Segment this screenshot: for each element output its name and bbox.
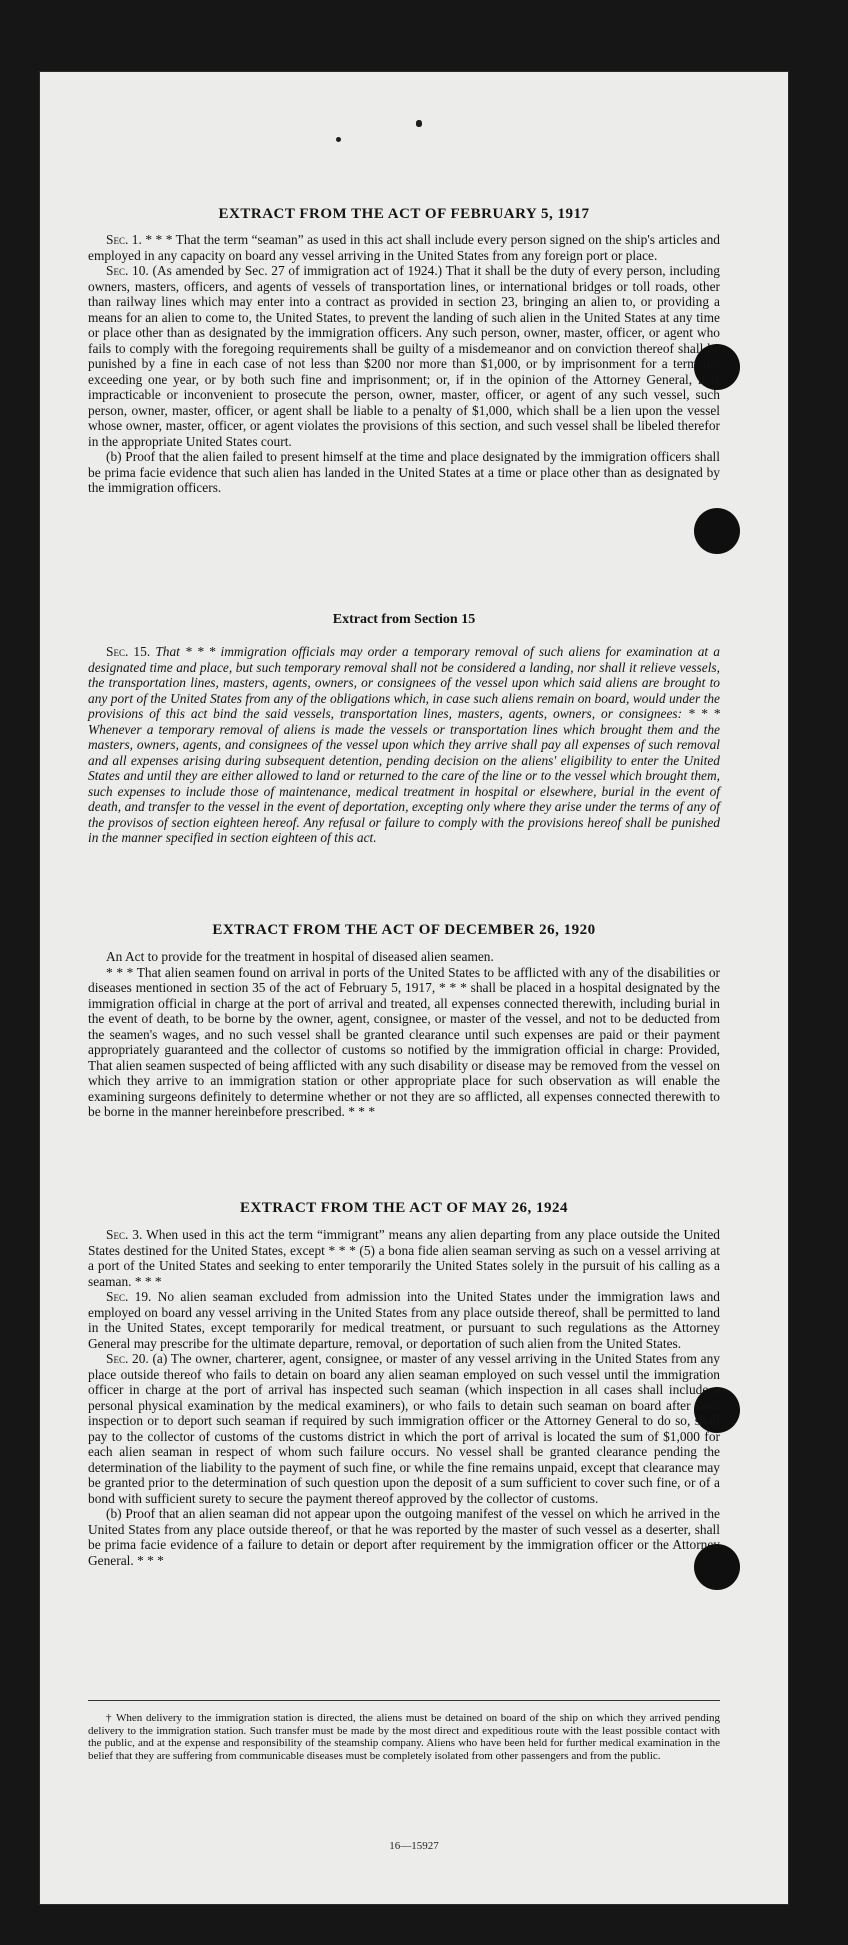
sec-15-label: Sec. 15. [106, 644, 151, 659]
footnote-text: † When delivery to the immigration station is directed, the aliens must be detained on board of the ship on which they arrived pending delivery to the immigration station. Such transfer must be made by the most direct and expeditious route with the least possible contact with the public, and at the expense and responsibility of the steamship company. Aliens who have been held for further medical examination in the belief that they are suffering from communicable diseases must be completely isolated from other passengers and from the public. [88, 1712, 720, 1762]
sec-3-text: When used in this act the term “immigrant” means any alien departing from any place outside the United States destined for the United States, except * * * (5) a bona fide alien seaman serving as such on a vessel arriving at a port of the United States and seeking to enter temporarily the United States solely in the pursuit of his calling as a seaman. * * * [88, 1227, 721, 1289]
sec-20b-paragraph: (b) Proof that an alien seaman did not appear upon the outgoing manifest of the vessel on which he arrived in the United States from any place outside thereof, or that he was reported by the master of such vessel as a deserter, shall be prima facie evidence of a failure to detain or deport after requirement by the immigration officer or the Attorney General. * * * [88, 1506, 720, 1568]
sec-3-label: Sec. 3. [106, 1227, 143, 1242]
section-15 [88, 644, 720, 846]
footnote [88, 1712, 720, 1762]
sec-10-paragraph [88, 263, 720, 449]
sec-19-paragraph [88, 1289, 720, 1351]
document-page [40, 72, 788, 1904]
sec-1-label: Sec. 1. [106, 232, 142, 247]
ink-speck [336, 137, 341, 142]
sec-1-text: * * * That the term “seaman” as used in this act shall include every person signed on the ship's articles and employed in any capacity on board any vessel arriving in the United States from any foreign port or place. [88, 232, 720, 263]
punch-hole [694, 508, 740, 554]
sec-15-text: That * * * immigration officials may order a temporary removal of such aliens for examination at a designated time and place, but such temporary removal shall not be considered a landing, nor shall it relieve vessels, the transportation lines, masters, agents, owners, or consignees of the vessel upon which said aliens are brought to any port of the United States from any of the obligations which, in case such aliens remain on board, would under the provisions of this act bind the said vessels, transportation lines, masters, agents, owners, or consignees: * * * Whenever a temporary removal of aliens is made the vessels or transportation lines which brought them and the masters, owners, agents, and consignees of the vessel upon which they arrive shall pay all expenses of such removal and all expenses arising during subsequent detention, pending decision on the aliens' eligibility to enter the United States and until they are either allowed to land or returned to the care of the line or to the vessel which brought them, such expenses to include those of maintenance, medical treatment in hospital or elsewhere, burial in the event of death, and transfer to the vessel in the event of deportation, excepting only where they arise under the terms of any of the provisos of section eighteen hereof. Any refusal or failure to comply with the provisions hereof shall be punished in the manner specified in section eighteen of this act. [88, 644, 720, 845]
sec-19-text: No alien seaman excluded from admission into the United States under the immigration laws and employed on board any vessel arriving in the United States from any place outside thereof, shall be permitted to land in the United States, except temporarily for medical treatment, or pursuant to such regulations as the Attorney General may prescribe for the ultimate departure, removal, or deportation of such alien from the United States. [88, 1289, 720, 1351]
sec-3-paragraph [88, 1227, 720, 1289]
sec-20-text: (a) The owner, charterer, agent, consignee, or master of any vessel arriving in the United States from any place outside thereof who fails to detain on board any alien seaman employed on such vessel until the immigration officer in charge at the port of arrival has inspected such seaman (which inspection in all cases shall include a personal physical examination by the medical examiners), or who fails to detain such seaman on board after such inspection or to deport such seaman if required by such immigration officer or the Attorney General to do so, shall pay to the collector of customs of the customs district in which the port of arrival is located the sum of $1,000 for each alien seaman in respect of whom such failure occurs. No vessel shall be granted clearance pending the determination of the liability to the payment of such fine, or while the fine remains unpaid, except that clearance may be granted prior to the determination of such question upon the deposit of a sum sufficient to cover such fine, or of a bond with sufficient surety to secure the payment thereof approved by the collector of customs. [88, 1351, 720, 1506]
act-1920-intro: An Act to provide for the treatment in hospital of diseased alien seamen. [106, 949, 494, 964]
sec-10-label: Sec. 10. [106, 263, 149, 278]
sec-1-paragraph [88, 232, 720, 263]
section-1920 [88, 949, 720, 1120]
section-1917 [88, 232, 720, 496]
section-1924 [88, 1227, 720, 1568]
sec-10-text: (As amended by Sec. 27 of immigration act of 1924.) That it shall be the duty of every person, including owners, masters, officers, and agents of vessels of transportation lines, or international bridges or toll roads, other than railway lines which may enter into a contract as provided in section 23, bringing an alien to, or providing a means for an alien to come to, the United States, to prevent the landing of such alien in the United States at any time or place other than as designated by the immigration officers. Any such person, owner, master, officer, or agent who fails to comply with the foregoing requirements shall be guilty of a misdemeanor and on conviction thereof shall be punished by a fine in each case of not less than $200 nor more than $1,000, or by imprisonment for a term not exceeding one year, or by both such fine and imprisonment; or, if in the opinion of the Attorney General, it is impracticable or inconvenient to prosecute the person, owner, master, officer, or agent of any such vessel, such person, owner, master, officer, or agent shall be liable to a penalty of $1,000, which shall be a lien upon the vessel whose owner, master, officer, or agent violates the provisions of this section, and such vessel shall be libeled therefor in the appropriate United States court. [88, 263, 720, 449]
sec-15-paragraph [88, 644, 720, 846]
heading-section-15: Extract from Section 15 [332, 612, 476, 627]
sec-19-label: Sec. 19. [106, 1289, 152, 1304]
sec-20-label: Sec. 20. [106, 1351, 149, 1366]
sec-20-paragraph [88, 1351, 720, 1506]
act-1920-text: * * * That alien seamen found on arrival in ports of the United States to be afflicted with any of the disabilities or diseases mentioned in section 35 of the act of February 5, 1917, * * * shall be placed in a hospital designated by the immigration official in charge at the port of arrival and treated, all expenses connected therewith, including burial in the event of death, to be borne by the owner, agent, consignee, or master of the vessel, and not to be deducted from the seamen's wages, and no such vessel shall be granted clearance until such expenses are paid or their payment appropriately guaranteed and the collector of customs so notified by the immigration official in charge: Provided, That alien seamen suspected of being afflicted with any such disability or disease may be removed from the vessel on which they arrive to an immigration station or other appropriate place for such observation as will enable the examining surgeons definitely to determine whether or not they are so afflicted, all expenses connected therewith to be borne in the manner hereinbefore prescribed. * * * [88, 964, 720, 1119]
heading-act-1917: EXTRACT FROM THE ACT OF FEBRUARY 5, 1917 [218, 206, 590, 222]
heading-act-1920: EXTRACT FROM THE ACT OF DECEMBER 26, 1920 [212, 922, 596, 938]
footnote-divider [88, 1700, 720, 1701]
ink-speck [416, 120, 422, 127]
sec-10b-paragraph: (b) Proof that the alien failed to present himself at the time and place designated by the immigration officers shall be prima facie evidence that such alien has landed in the United States at a time or place other than as designated by the immigration officers. [88, 449, 720, 495]
heading-act-1924: EXTRACT FROM THE ACT OF MAY 26, 1924 [239, 1200, 569, 1216]
page-number: 16—15927 [389, 1840, 439, 1852]
